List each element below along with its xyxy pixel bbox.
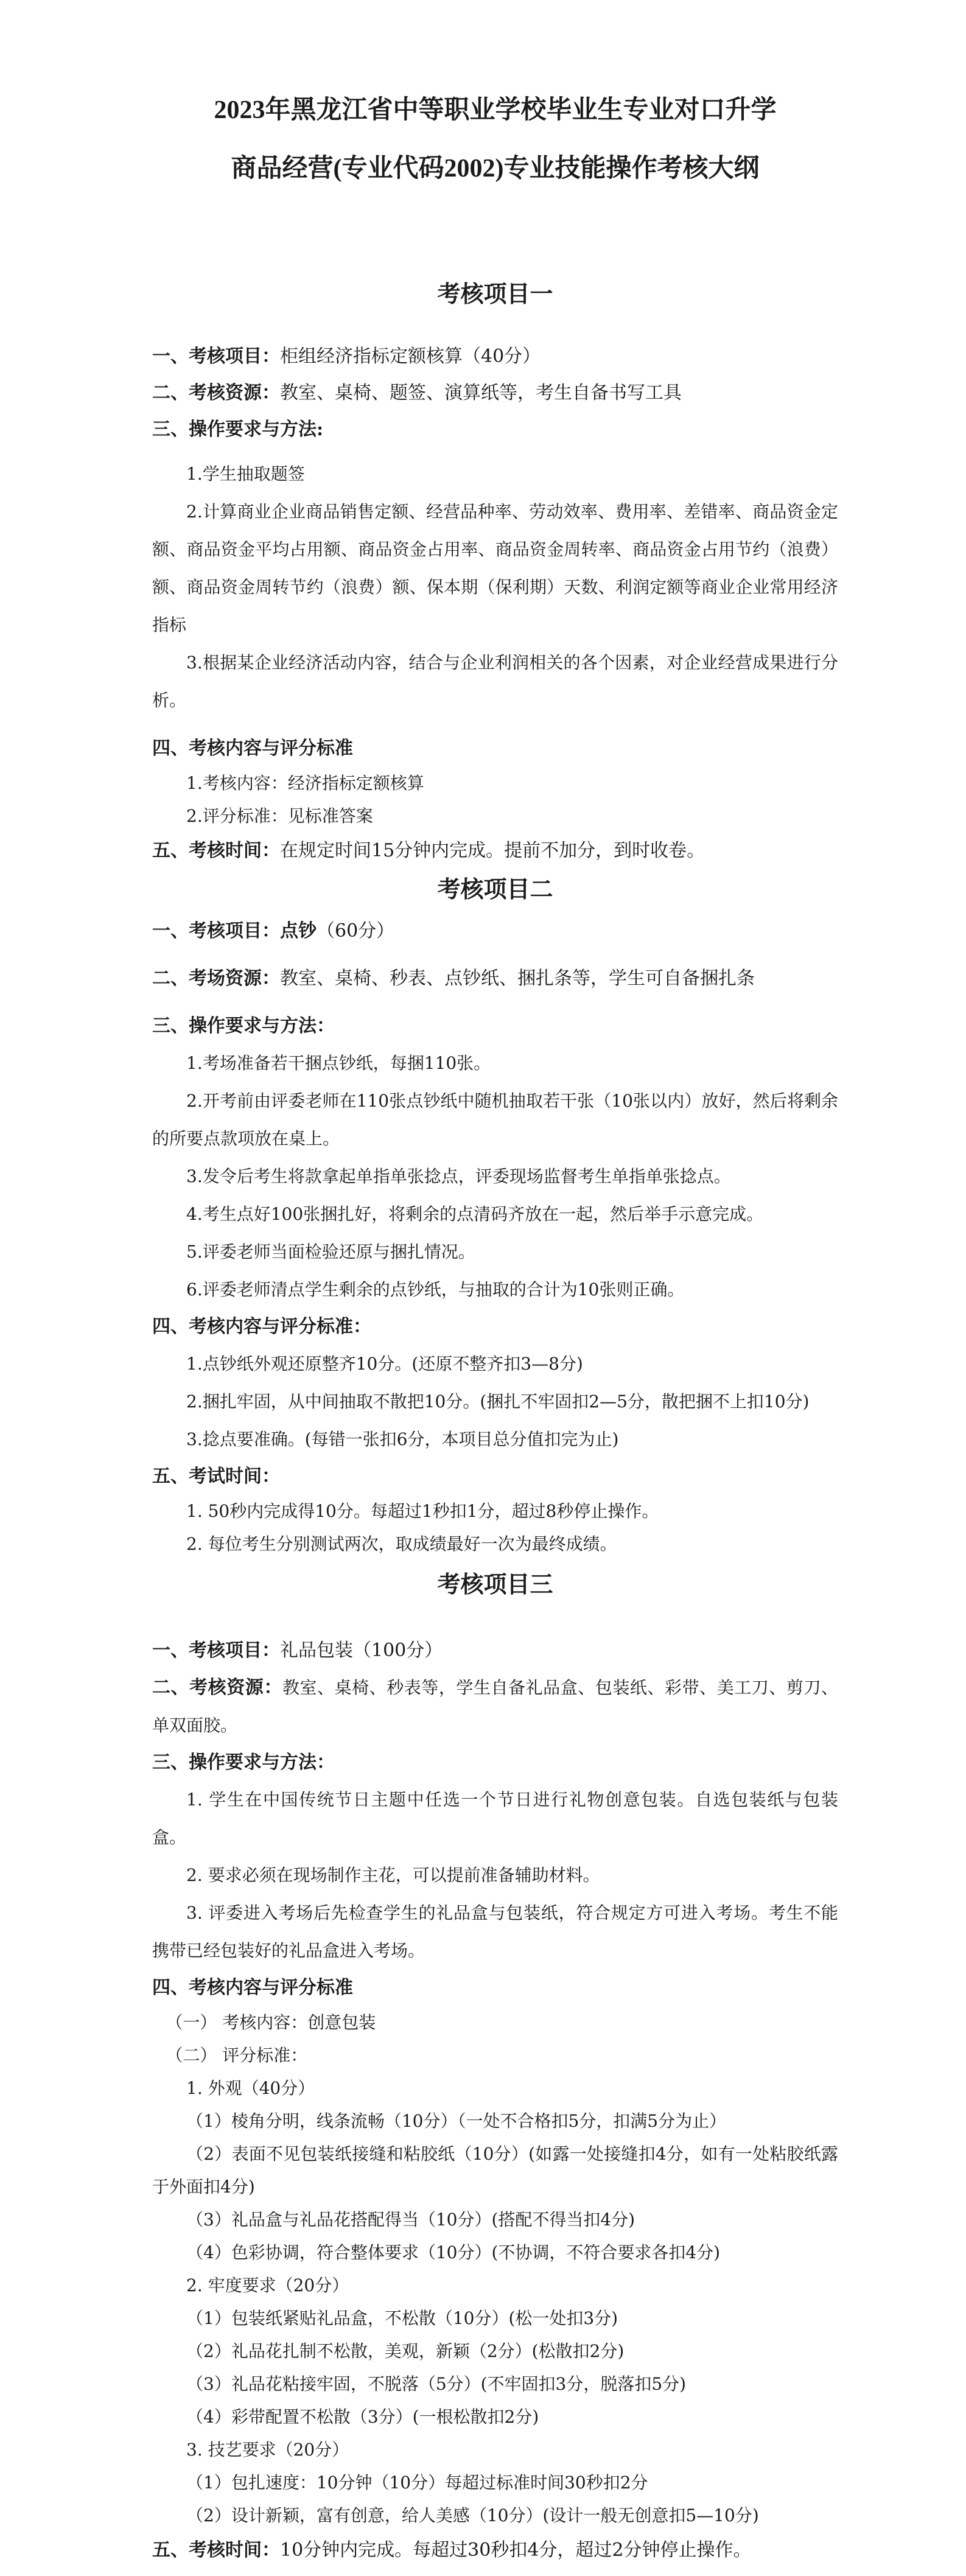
p2-step-6: 6.评委老师清点学生剩余的点钞纸，与抽取的合计为10张则正确。 xyxy=(186,1279,685,1300)
p1-step-1: 1.学生抽取题签 xyxy=(186,464,305,484)
p3-criterion-1c: （3）礼品盒与礼品花搭配得当（10分）(搭配不得当扣4分) xyxy=(186,2210,635,2230)
p2-item3-label: 三、操作要求与方法： xyxy=(152,1015,335,1037)
p3-sub-1: （一） 考核内容：创意包装 xyxy=(166,2012,376,2032)
p2-content-heading xyxy=(152,1309,838,1345)
p1-step-2: 2.计算商业企业商品销售定额、经营品种率、劳动效率、费用率、差错率、商品资金定额、商品资金平均占用额、商品资金占用率、商品资金周转率、商品资金占用节约（浪费）额、商品资金周转节约（浪费）额、保本期（保利期）天数、利润定额等商业企业常用经济指标 xyxy=(152,502,838,635)
p1-assessment-resources xyxy=(152,375,838,411)
p1-item5-label: 五、考核时间： xyxy=(152,840,280,861)
p1-time xyxy=(152,833,838,869)
p3-criterion-2b: （2）礼品花扎制不松散，美观，新颖（2分）(松散扣2分) xyxy=(186,2341,625,2361)
project-1-section xyxy=(152,279,838,869)
p3-criterion-3b: （2）设计新颖，富有创意，给人美感（10分）(设计一般无创意扣5—10分) xyxy=(186,2505,759,2525)
project-2-section xyxy=(152,874,838,1561)
document-title-line-1: 2023年黑龙江省中等职业学校毕业生专业对口升学 xyxy=(214,96,777,124)
p2-requirements-heading xyxy=(152,1008,838,1045)
p1-content-2: 2.评分标准：见标准答案 xyxy=(186,806,373,826)
p3-item3-label: 三、操作要求与方法： xyxy=(152,1752,335,1773)
project-3-title: 考核项目三 xyxy=(437,1570,553,1598)
p3-item4-label: 四、考核内容与评分标准 xyxy=(152,1977,353,1998)
p3-criterion-3: 3. 技艺要求（20分） xyxy=(186,2440,349,2460)
p2-item2-text: 教室、桌椅、秒表、点钞纸、捆扎条等，学生可自备捆扎条 xyxy=(280,968,755,989)
p3-item5-label: 五、考核时间： xyxy=(152,2539,280,2561)
p3-step-3: 3. 评委进入考场后先检查学生的礼品盒与包装纸，符合规定方可进入考场。考生不能携带已经包装好的礼品盒进入考场。 xyxy=(152,1903,838,1961)
p3-criterion-1: 1. 外观（40分） xyxy=(186,2078,315,2098)
p2-std-3: 3.捻点要准确。(每错一张扣6分，本项目总分值扣完为止) xyxy=(186,1429,619,1449)
p2-time-2: 2. 每位考生分别测试两次，取成绩最好一次为最终成绩。 xyxy=(186,1534,617,1554)
p2-step-3: 3.发令后考生将款拿起单指单张捻点，评委现场监督考生单指单张捻点。 xyxy=(186,1166,731,1186)
p1-assessment-item xyxy=(152,338,838,375)
p1-item1-label: 一、考核项目： xyxy=(152,346,280,367)
p2-item1-label: 一、考核项目： xyxy=(152,920,280,942)
p3-criterion-2c: （3）礼品花粘接牢固，不脱落（5分）(不牢固扣3分，脱落扣5分) xyxy=(186,2374,687,2394)
p1-item2-text: 教室、桌椅、题签、演算纸等，考生自备书写工具 xyxy=(280,382,682,404)
p3-criterion-1b: （2）表面不见包装纸接缝和粘胶纸（10分）(如露一处接缝扣4分，如有一处粘胶纸露于外面扣4分) xyxy=(152,2144,838,2197)
project-3-section xyxy=(152,1569,838,2569)
p2-std-1: 1.点钞纸外观还原整齐10分。(还原不整齐扣3—8分) xyxy=(186,1354,583,1374)
p3-assessment-resources xyxy=(152,1669,838,1745)
p3-time xyxy=(152,2532,838,2569)
p3-criterion-2: 2. 牢度要求（20分） xyxy=(186,2275,349,2295)
p2-assessment-resources xyxy=(152,961,838,997)
p1-requirements-heading xyxy=(152,411,838,448)
p3-step-2: 2. 要求必须在现场制作主花，可以提前准备辅助材料。 xyxy=(186,1865,600,1885)
p3-criterion-2d: （4）彩带配置不松散（3分）(一根松散扣2分) xyxy=(186,2407,539,2427)
p2-step-2: 2.开考前由评委老师在110张点钞纸中随机抽取若干张（10张以内）放好，然后将剩余的所要点款项放在桌上。 xyxy=(152,1091,838,1149)
p2-item4-label: 四、考核内容与评分标准： xyxy=(152,1316,371,1337)
p3-criterion-3a: （1）包扎速度：10分钟（10分）每超过标准时间30秒扣2分 xyxy=(186,2473,648,2493)
p3-step-1: 1. 学生在中国传统节日主题中任选一个节日进行礼物创意包装。自选包装纸与包装盒。 xyxy=(152,1790,838,1847)
p3-criterion-1d: （4）色彩协调，符合整体要求（10分）(不协调，不符合要求各扣4分) xyxy=(186,2242,721,2263)
p2-step-5: 5.评委老师当面检验还原与捆扎情况。 xyxy=(186,1242,475,1262)
p3-item2-text: 教室、桌椅、秒表等，学生自备礼品盒、包装纸、彩带、美工刀、剪刀、单双面胶。 xyxy=(152,1678,838,1735)
p2-item5-label: 五、考试时间： xyxy=(152,1466,280,1487)
p1-item5-text: 在规定时间15分钟内完成。提前不加分，到时收卷。 xyxy=(280,840,705,861)
p2-assessment-item xyxy=(152,913,838,950)
p1-content-1: 1.考核内容：经济指标定额核算 xyxy=(186,773,424,793)
p2-std-2: 2.捆扎牢固，从中间抽取不散把10分。(捆扎不牢固扣2—5分，散把捆不上扣10分) xyxy=(186,1391,810,1412)
p2-item1-text: （60分） xyxy=(317,920,395,942)
p1-item2-label: 二、考核资源： xyxy=(152,382,280,404)
p3-criterion-2a: （1）包装纸紧贴礼品盒，不松散（10分）(松一处扣3分) xyxy=(186,2308,618,2328)
p3-item2-label: 二、考核资源： xyxy=(152,1677,282,1698)
p1-item3-label: 三、操作要求与方法: xyxy=(152,419,324,440)
p2-step-1: 1.考场准备若干捆点钞纸，每捆110张。 xyxy=(186,1053,491,1073)
p3-requirements-heading xyxy=(152,1745,838,1781)
p3-assessment-item xyxy=(152,1633,838,1669)
p3-content-heading xyxy=(152,1970,838,2006)
p1-item4-label: 四、考核内容与评分标准 xyxy=(152,738,353,759)
project-1-title: 考核项目一 xyxy=(437,280,553,307)
p3-item1-label: 一、考核项目： xyxy=(152,1640,280,1661)
p3-item5-text: 10分钟内完成。每超过30秒扣4分，超过2分钟停止操作。 xyxy=(280,2539,752,2561)
project-2-title: 考核项目二 xyxy=(437,875,553,903)
document-title-line-2: 商品经营(专业代码2002)专业技能操作考核大纲 xyxy=(231,155,760,183)
p2-time-1: 1. 50秒内完成得10分。每超过1秒扣1分，超过8秒停止操作。 xyxy=(186,1501,659,1521)
p3-item1-text: 礼品包装（100分） xyxy=(280,1640,443,1661)
p3-sub-2: （二） 评分标准： xyxy=(166,2045,308,2065)
p2-time-heading xyxy=(152,1458,838,1495)
p3-criterion-1a: （1）棱角分明，线条流畅（10分）（一处不合格扣5分，扣满5分为止） xyxy=(186,2111,727,2131)
p2-item2-label: 二、考场资源： xyxy=(152,968,280,989)
p1-step-3: 3.根据某企业经济活动内容，结合与企业利润相关的各个因素，对企业经营成果进行分析。 xyxy=(152,653,838,710)
p1-item1-text: 柜组经济指标定额核算（40分） xyxy=(280,346,541,367)
p2-step-4: 4.考生点好100张捆扎好，将剩余的点清码齐放在一起，然后举手示意完成。 xyxy=(186,1204,764,1224)
p1-content-heading xyxy=(152,730,838,767)
p2-item1-bold: 点钞 xyxy=(280,920,317,942)
